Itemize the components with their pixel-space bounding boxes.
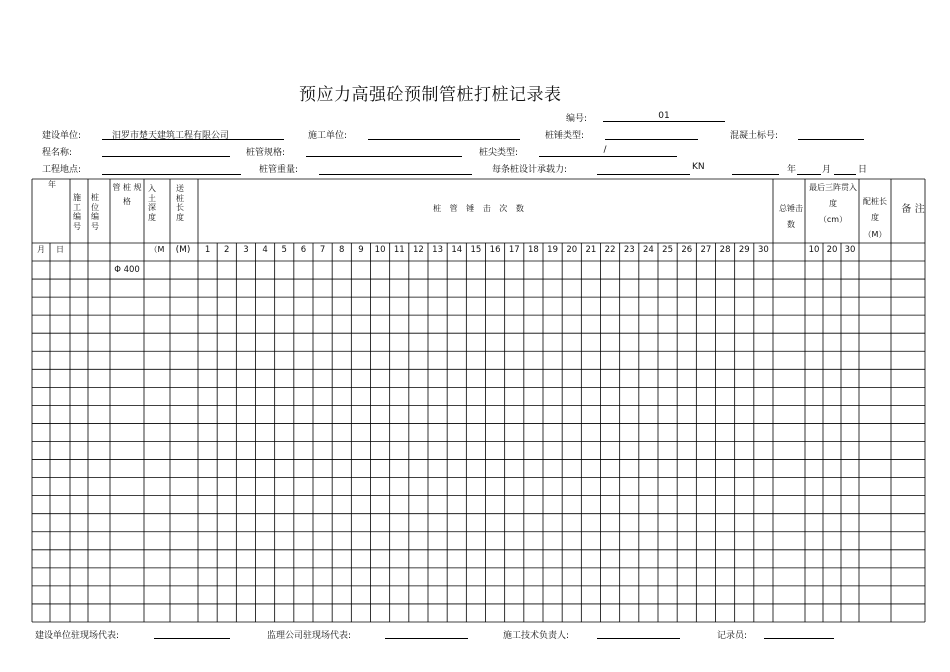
first-row-spec: Φ 400 <box>114 265 140 275</box>
hit-number: 5 <box>281 245 287 255</box>
hit-number: 30 <box>757 245 769 255</box>
supervisor-rep-label: 监理公司驻现场代表: <box>267 631 352 641</box>
send-unit: (M) <box>175 245 191 255</box>
recorder-line[interactable] <box>764 638 834 639</box>
day-head: 日 <box>56 245 64 254</box>
hits-head: 桩 管 锤 击 次 数 <box>433 204 527 213</box>
depth-unit: （M <box>149 245 165 254</box>
hit-number: 18 <box>527 245 539 255</box>
hit-number: 1 <box>204 245 211 255</box>
location-label: 工程地点: <box>42 165 82 175</box>
pile-spec-label: 桩管规格: <box>246 148 286 158</box>
month-head: 月 <box>37 245 45 254</box>
hit-number: 26 <box>681 245 693 255</box>
hit-number: 3 <box>243 245 249 255</box>
date-day-label: 日 <box>858 165 868 175</box>
last-three-unit: （cm） <box>818 215 848 224</box>
build-unit-label: 建设单位: <box>42 131 82 141</box>
construct-unit-label: 施工单位: <box>308 131 348 141</box>
remark-head: 备 注 <box>901 204 925 215</box>
recorder-label: 记录员: <box>717 631 748 641</box>
hit-number: 29 <box>738 245 750 255</box>
hit-number: 14 <box>451 245 463 255</box>
hit-number: 2 <box>224 245 230 255</box>
concrete-grade-label: 混凝土标号: <box>730 131 779 141</box>
owner-rep-label: 建设单位驻现场代表: <box>35 631 120 641</box>
hit-number: 8 <box>339 245 345 255</box>
last-penetration-number: 10 <box>808 245 820 255</box>
total-hits-head: 总锤击数 <box>779 204 803 229</box>
pile-length-unit: （M） <box>863 230 887 239</box>
hit-number: 25 <box>662 245 673 255</box>
last-penetration-number: 30 <box>844 245 856 255</box>
spec-head: 管 桩 规 格 <box>112 183 142 206</box>
project-name-label: 程名称: <box>42 148 73 158</box>
date-month-label: 月 <box>822 165 832 175</box>
build-unit-value: 汨罗市楚天建筑工程有限公司 <box>112 131 230 141</box>
tech-lead-line[interactable] <box>597 638 680 639</box>
send-length-head: 送桩长度 <box>176 184 184 222</box>
hit-number: 27 <box>700 245 712 255</box>
hit-number: 22 <box>604 245 616 255</box>
pile-no-head: 桩位编号 <box>91 193 99 231</box>
hit-number: 7 <box>319 245 326 255</box>
hammer-type-label: 桩锤类型: <box>545 131 585 141</box>
pile-weight-label: 桩管重量: <box>259 165 299 175</box>
hit-number: 24 <box>642 245 654 255</box>
hit-number: 12 <box>412 245 424 255</box>
hit-number: 13 <box>432 245 443 255</box>
pile-length-head: 配桩长度 <box>863 197 887 222</box>
hit-number: 10 <box>374 245 386 255</box>
serial-label: 编号: <box>566 114 588 124</box>
serial-value: 01 <box>658 111 670 121</box>
depth-head: 入土深度 <box>148 184 156 222</box>
hit-number: 19 <box>547 245 558 255</box>
pile-tip-value: / <box>603 145 607 155</box>
owner-rep-line[interactable] <box>154 638 230 639</box>
hit-number: 11 <box>393 245 405 255</box>
year-head: 年 <box>48 180 56 189</box>
hit-number: 16 <box>489 245 501 255</box>
capacity-label: 每条桩设计承载力: <box>492 165 568 175</box>
hit-number: 9 <box>358 245 364 255</box>
construct-no-head: 施工编号 <box>73 193 81 231</box>
date-year-label: 年 <box>787 165 797 175</box>
last-penetration-number: 20 <box>826 245 838 255</box>
tech-lead-label: 施工技术负责人: <box>503 631 570 641</box>
hit-number: 28 <box>719 245 731 255</box>
last-three-head: 最后三阵贯入 度 <box>809 183 857 208</box>
capacity-unit: KN <box>692 162 705 172</box>
pile-tip-label: 桩尖类型: <box>479 148 519 158</box>
hit-number: 23 <box>623 245 635 255</box>
hit-number: 21 <box>585 245 597 255</box>
hit-number: 15 <box>470 245 482 255</box>
hit-number: 4 <box>262 245 268 255</box>
supervisor-rep-line[interactable] <box>385 638 468 639</box>
hit-number: 20 <box>566 245 578 255</box>
hit-number: 17 <box>508 245 520 255</box>
page-title: 预应力高强砼预制管桩打桩记录表 <box>299 85 562 105</box>
hit-number: 6 <box>300 245 307 255</box>
